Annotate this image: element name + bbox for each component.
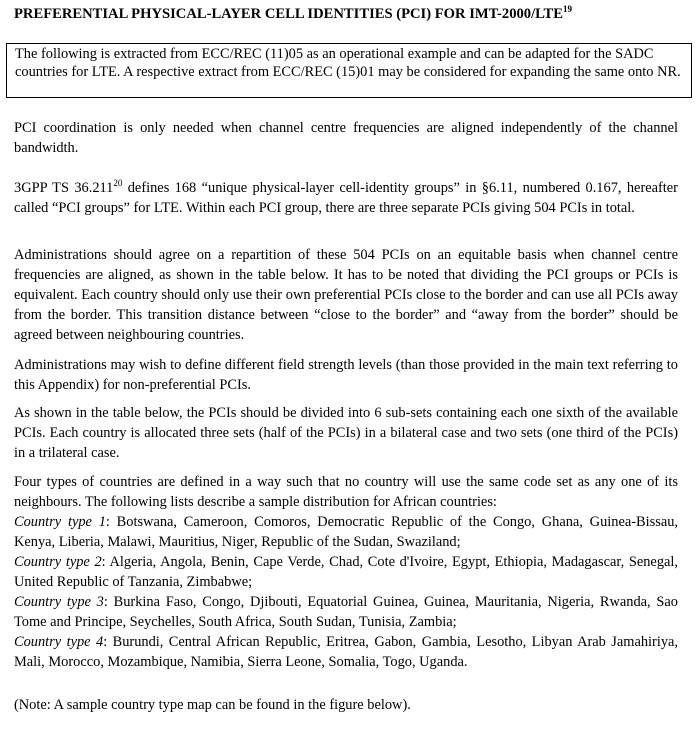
country-type-list: : Burundi, Central African Republic, Eritrea, Gabon, Gambia, Lesotho, Libyan Arab Jamahiriya, Mali, Morocco, Mozambique, Namibia, Sierra Leone, Somalia, Togo, Uganda. [14,634,678,670]
note-figure-reference: (Note: A sample country type map can be found in the figure below). [14,697,411,713]
paragraph-country-types [14,472,678,672]
paragraph-subsets: As shown in the table below, the PCIs should be divided into 6 sub-sets containing each one sixth of the available PCIs. Each country is allocated three sets (half of the PCIs) in a bilateral case and two sets (one third of the PCIs) in a trilateral case. [14,405,678,461]
footnote-ref-20: 20 [113,178,123,188]
country-type-2 [14,552,678,592]
country-type-list: : Burkina Faso, Congo, Djibouti, Equatorial Guinea, Guinea, Mauritania, Nigeria, Rwanda, Sao Tome and Principe, Seychelles, South Africa, South Sudan, Tunisia, Zambia; [14,594,678,630]
country-type-label: Country type 3 [14,594,104,610]
paragraph-repartition: Administrations should agree on a repartition of these 504 PCIs on an equitable basis when channel centre frequencies are aligned, as shown in the table below. It has to be noted that dividing the PCI groups or PCIs is equivalent. Each country should only use their own preferential PCIs close to the border and can use all PCIs away from the border. This transition distance between “close to the border” and “away from the border” should be agreed between neighbouring countries. [14,247,678,343]
heading-text: PREFERENTIAL PHYSICAL-LAYER CELL IDENTITIES (PCI) FOR IMT-2000/LTE [14,6,564,22]
country-type-3 [14,592,678,632]
paragraph-3gpp-definition [14,178,678,218]
country-type-label: Country type 2 [14,554,102,570]
country-type-label: Country type 4 [14,634,104,650]
country-type-list: : Botswana, Cameroon, Comoros, Democratic Republic of the Congo, Ghana, Guinea-Bissau, Kenya, Liberia, Malawi, Mauritius, Niger, Republic of the Sudan, Swaziland; [14,514,678,550]
country-type-list: : Algeria, Angola, Benin, Cape Verde, Chad, Cote d'Ivoire, Egypt, Ethiopia, Madagascar, Senegal, United Republic of Tanzania, Zimbabwe; [14,554,678,590]
section-heading [14,4,694,24]
paragraph-field-strength: Administrations may wish to define different field strength levels (than those provided in the main text referring to this Appendix) for non-preferential PCIs. [14,357,678,393]
boxed-note-text: The following is extracted from ECC/REC (11)05 as an operational example and can be adapted for the SADC countries for LTE. A respective extract from ECC/REC (15)01 may be considered for expanding the same onto NR. [15,46,681,80]
paragraph-pci-coordination: PCI coordination is only needed when channel centre frequencies are aligned independently of the channel bandwidth. [14,120,678,156]
boxed-note [6,43,692,98]
footnote-ref-19: 19 [563,4,573,14]
country-type-4 [14,632,678,672]
country-type-1 [14,512,678,552]
p2-before: 3GPP TS 36.211 [14,180,114,196]
country-type-label: Country type 1 [14,514,106,530]
country-types-intro: Four types of countries are defined in a way such that no country will use the same code set as any one of its neighbours. The following lists describe a sample distribution for African countries: [14,474,678,510]
p2-after: defines 168 “unique physical-layer cell-identity groups” in §6.11, numbered 0.167, hereafter called “PCI groups” for LTE. Within each PCI group, there are three separate PCIs giving 504 PCIs in total. [14,180,678,216]
